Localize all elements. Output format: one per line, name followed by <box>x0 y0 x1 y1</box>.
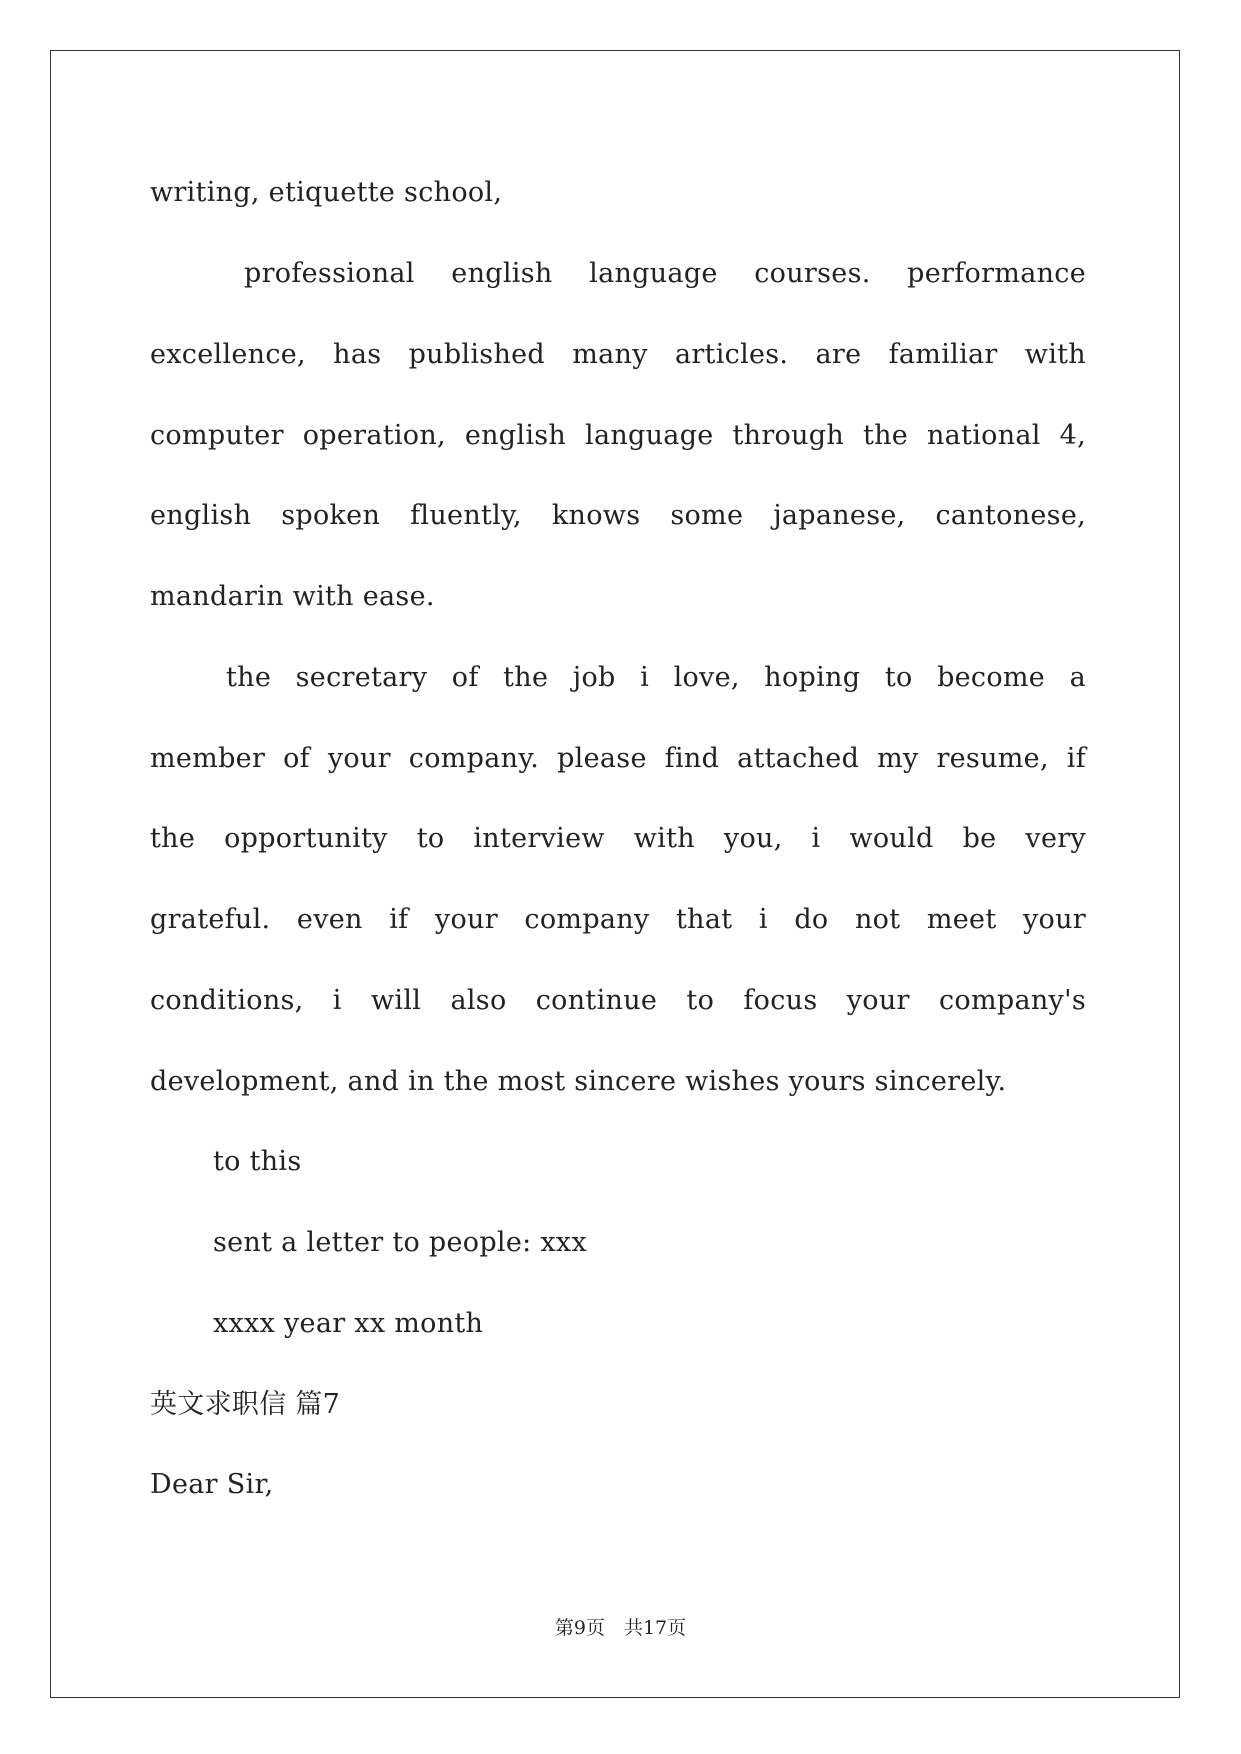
text-line: the secretary of the job i love, hoping to become a <box>226 662 1086 693</box>
text-line: excellence, has published many articles. are familiar with <box>150 339 1086 370</box>
text-line: computer operation, english language through the national 4, <box>150 420 1086 451</box>
text-line: member of your company. please find attached my resume, if <box>150 743 1086 774</box>
page-number-footer <box>0 1616 1241 1640</box>
text-line: english spoken fluently, knows some japanese, cantonese, <box>150 500 1086 531</box>
text-line: mandarin with ease. <box>150 581 435 612</box>
page-border <box>50 50 1180 1698</box>
text-line: development, and in the most sincere wishes yours sincerely. <box>150 1066 1007 1097</box>
text-line: the opportunity to interview with you, i would be very <box>150 823 1086 854</box>
text-line: writing, etiquette school, <box>150 177 503 208</box>
text-line: conditions, i will also continue to focus your company's <box>150 985 1086 1016</box>
section-heading: 英文求职信 篇7 <box>150 1389 341 1420</box>
page-number-label: 第9页 共17页 <box>554 1617 687 1639</box>
text-line: sent a letter to people: xxx <box>213 1227 587 1258</box>
text-line: professional english language courses. performance <box>244 258 1086 289</box>
salutation: Dear Sir, <box>150 1469 274 1500</box>
text-line: grateful. even if your company that i do not meet your <box>150 904 1086 935</box>
text-line: xxxx year xx month <box>213 1308 484 1339</box>
text-line: to this <box>213 1146 302 1177</box>
